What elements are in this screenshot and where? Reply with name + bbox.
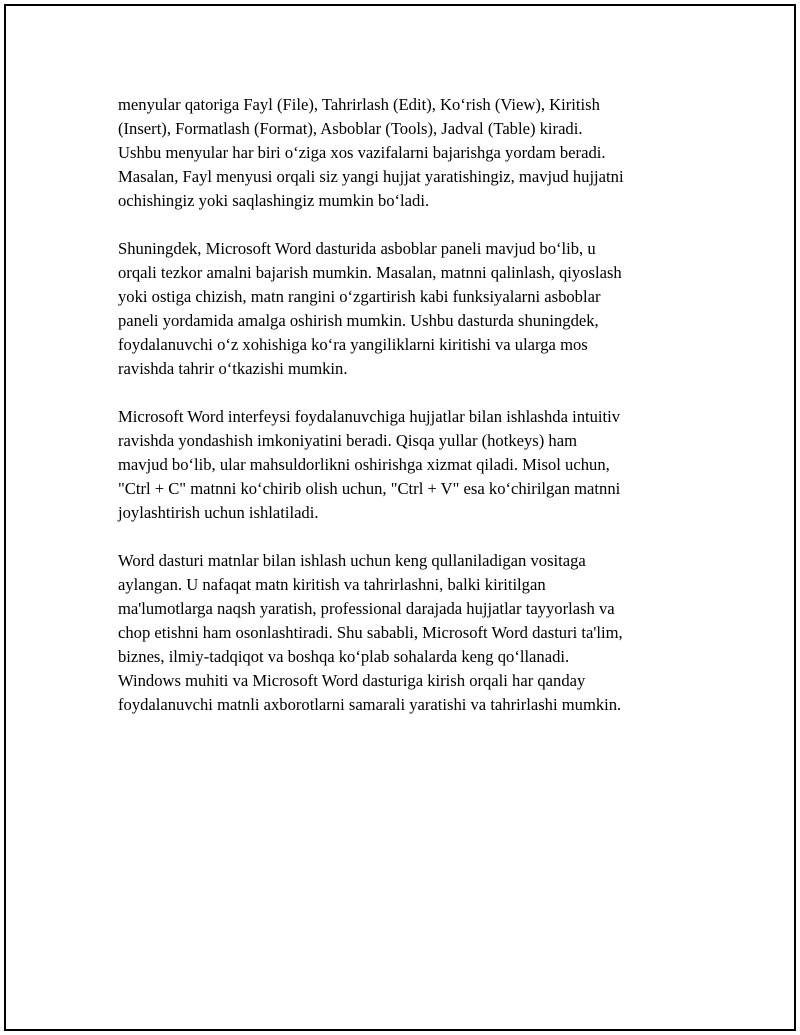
- paragraph-conclusion: Word dasturi matnlar bilan ishlash uchun keng qullaniladigan vositaga aylangan. U nafaqat matn kiritish va tahrirlashni, balki kiritilgan ma'lumotlarga naqsh yaratish, professional darajada hujjatlar tayyorlash va chop etishni ham osonlashtiradi. Shu sababli, Microsoft Word dasturi ta'lim, biznes, ilmiy-tadqiqot va boshqa ko‘plab sohalarda keng qo‘llanadi. Windows muhiti va Microsoft Word dasturiga kirish orqali har qanday foydalanuvchi matnli axborotlarni samarali yaratishi va tahrirlashi mumkin.: [118, 551, 623, 714]
- paragraph-menus: menyular qatoriga Fayl (File), Tahrirlash (Edit), Ko‘rish (View), Kiritish (Insert), Formatlash (Format), Asboblar (Tools), Jadval (Table) kiradi. Ushbu menyular har biri o‘ziga xos vazifalarni bajarishga yordam beradi. Masalan, Fayl menyusi orqali siz yangi hujjat yaratishingiz, mavjud hujjatni ochishingiz yoki saqlashingiz mumkin bo‘ladi.: [118, 95, 624, 210]
- paragraph-toolbar: Shuningdek, Microsoft Word dasturida asboblar paneli mavjud bo‘lib, u orqali tezkor amalni bajarish mumkin. Masalan, matnni qalinlash, qiyoslash yoki ostiga chizish, matn rangini o‘zgartirish kabi funksiyalarni asboblar paneli yordamida amalga oshirish mumkin. Ushbu dasturda shuningdek, foydalanuvchi o‘z xohishiga ko‘ra yangiliklarni kiritishi va ularga mos ravishda tahrir o‘tkazishi mumkin.: [118, 239, 622, 378]
- document-body: [118, 93, 688, 741]
- paragraph-interface: Microsoft Word interfeysi foydalanuvchiga hujjatlar bilan ishlashda intuitiv ravishda yondashish imkoniyatini beradi. Qisqa yullar (hotkeys) ham mavjud bo‘lib, ular mahsuldorlikni oshirishga xizmat qiladi. Misol uchun, "Ctrl + C" matnni ko‘chirib olish uchun, "Ctrl + V" esa ko‘chirilgan matnni joylashtirish uchun ishlatiladi.: [118, 407, 621, 522]
